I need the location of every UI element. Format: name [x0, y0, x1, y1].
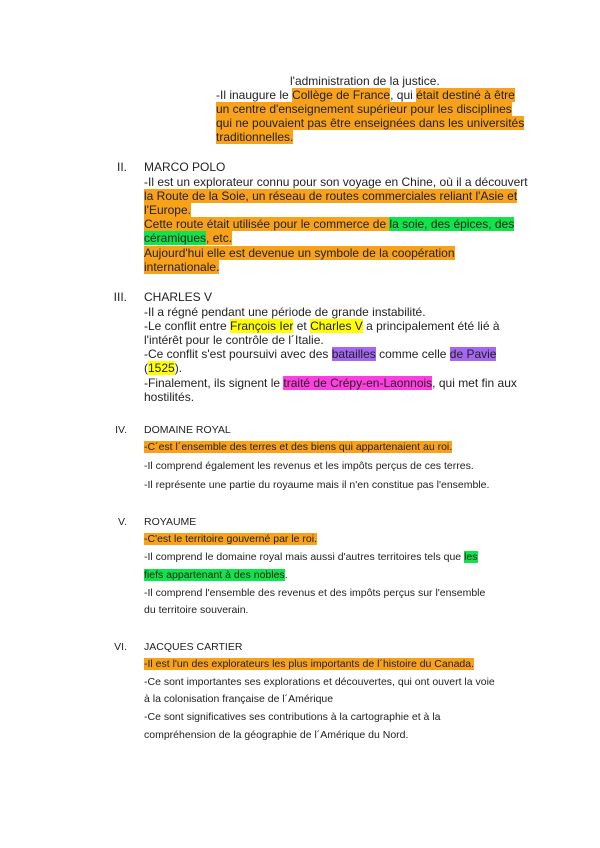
highlight-text: -C'est le territoire gouverné par le roi.: [144, 533, 317, 545]
text: ).: [174, 361, 183, 375]
highlight-text: Cette route était utilisée pour le commerce de: [144, 217, 390, 231]
highlight-purple: de Pavie: [449, 347, 497, 361]
text: l'intérêt pour le contrôle de l´Italie.: [144, 333, 324, 347]
paragraph-line: [144, 347, 496, 361]
highlight-text: l'Europe.: [144, 203, 191, 217]
section-title: ROYAUME: [144, 516, 197, 528]
highlight-green: les: [464, 551, 478, 563]
paragraph-line: [144, 530, 317, 548]
highlight-yellow: 1525: [148, 361, 175, 375]
section-title: CHARLES V: [144, 290, 213, 304]
highlight-text: traditionnelles.: [216, 130, 294, 144]
paragraph-line: [144, 189, 517, 203]
highlight-text: , etc.: [206, 231, 233, 245]
paragraph-line: [216, 116, 524, 130]
paragraph-line: [144, 231, 232, 245]
paragraph-line: [144, 376, 517, 390]
text: a principalement été lié à: [362, 319, 500, 333]
paragraph-line: [290, 74, 440, 88]
text: à la colonisation française de l´Amérique: [144, 693, 334, 705]
text: -Il est un explorateur connu pour son voyage en Chine, où il a découvert: [144, 175, 528, 189]
text: -Il inaugure le: [216, 88, 293, 102]
paragraph-line: [144, 203, 191, 217]
paragraph-line: [144, 690, 333, 708]
text: du territoire souverain.: [144, 604, 249, 616]
text: , qui met fin aux: [432, 376, 517, 390]
highlight-pink: traité de Crépy-en-Laonnois: [283, 376, 433, 390]
section-number: II.: [116, 160, 127, 174]
highlight-text: était destiné à être: [416, 88, 515, 102]
highlight-text: -C´est l´ensemble des terres et des biens qui appartenaient au roi.: [144, 441, 453, 453]
paragraph-line: [144, 175, 528, 189]
paragraph-line: [144, 655, 474, 673]
paragraph-line: [144, 361, 182, 375]
paragraph-line: [144, 319, 500, 333]
paragraph-line: [144, 305, 426, 319]
section-number: V.: [118, 516, 127, 528]
text: compréhension de la géographie de l´Amérique du Nord.: [144, 729, 409, 741]
text: et: [293, 319, 311, 333]
paragraph-line: [144, 476, 489, 494]
highlight-text: un centre d'enseignement supérieur pour les disciplines: [216, 102, 512, 116]
text: hostilités.: [144, 390, 195, 404]
section-title: JACQUES CARTIER: [144, 641, 243, 653]
section-number: III.: [113, 290, 127, 304]
paragraph-line: [144, 708, 441, 726]
text: -Il comprend l'ensemble des revenus et des impôts perçus sur l'ensemble: [144, 587, 486, 599]
text: -Il comprend également les revenus et les impôts perçus de ces terres.: [144, 460, 474, 472]
highlight-yellow: Charles V: [310, 319, 363, 333]
highlight-text: -Il est l'un des explorateurs les plus importants de l´histoire du Canada.: [144, 658, 475, 670]
text: , qui: [390, 88, 417, 102]
paragraph-line: [144, 246, 455, 260]
paragraph-line: [144, 390, 194, 404]
section-number: IV.: [115, 424, 127, 436]
paragraph-line: [144, 457, 474, 475]
paragraph-line: [144, 673, 495, 691]
text: comme celle: [375, 347, 450, 361]
highlight-college: Collège de France: [292, 88, 391, 102]
highlight-text: la Route de la Soie: [144, 189, 246, 203]
highlight-text: qui ne pouvaient pas être enseignées dans les universités: [216, 116, 525, 130]
highlight-green: fiefs appartenant à des nobles: [144, 569, 285, 581]
highlight-text: internationale.: [144, 260, 220, 274]
highlight-yellow: François Ier: [230, 319, 294, 333]
text: -Il représente une partie du royaume mais il n'en constitue pas l'ensemble.: [144, 479, 490, 491]
text: -Il a régné pendant une période de grande instabilité.: [144, 305, 426, 319]
highlight-green: céramiques: [144, 231, 207, 245]
paragraph-line: [144, 566, 288, 584]
paragraph-line: [216, 88, 515, 102]
paragraph-line: [144, 217, 514, 231]
paragraph-line: [144, 548, 478, 566]
paragraph-line: [144, 333, 324, 347]
section-title: DOMAINE ROYAL: [144, 424, 231, 436]
paragraph-line: [144, 601, 248, 619]
highlight-text: Aujourd'hui elle est devenue un symbole de la coopération: [144, 246, 455, 260]
section-number: VI.: [114, 641, 127, 653]
text: -Ce sont significatives ses contributions à la cartographie et à la: [144, 711, 441, 723]
paragraph-line: [144, 438, 452, 456]
text: .: [284, 569, 288, 581]
text: -Ce conflit s'est poursuivi avec des: [144, 347, 332, 361]
paragraph-line: [216, 102, 512, 116]
text: -Finalement, ils signent le: [144, 376, 284, 390]
text: -Le conflit entre: [144, 319, 231, 333]
highlight-purple: batailles: [331, 347, 376, 361]
paragraph-line: [216, 130, 293, 144]
section-title: MARCO POLO: [144, 160, 226, 174]
highlight-green: la soie, des épices, des: [389, 217, 515, 231]
text: -Il comprend le domaine royal mais aussi d'autres territoires tels que: [144, 551, 465, 563]
text: (: [144, 361, 148, 375]
text: -Ce sont importantes ses explorations et découvertes, qui ont ouvert la voie: [144, 676, 495, 688]
paragraph-line: [144, 260, 219, 274]
paragraph-line: [144, 726, 408, 744]
highlight-text: , un réseau de routes commerciales reliant l'Asie et: [245, 189, 518, 203]
text: l'administration de la justice.: [290, 74, 440, 88]
paragraph-line: [144, 584, 485, 602]
